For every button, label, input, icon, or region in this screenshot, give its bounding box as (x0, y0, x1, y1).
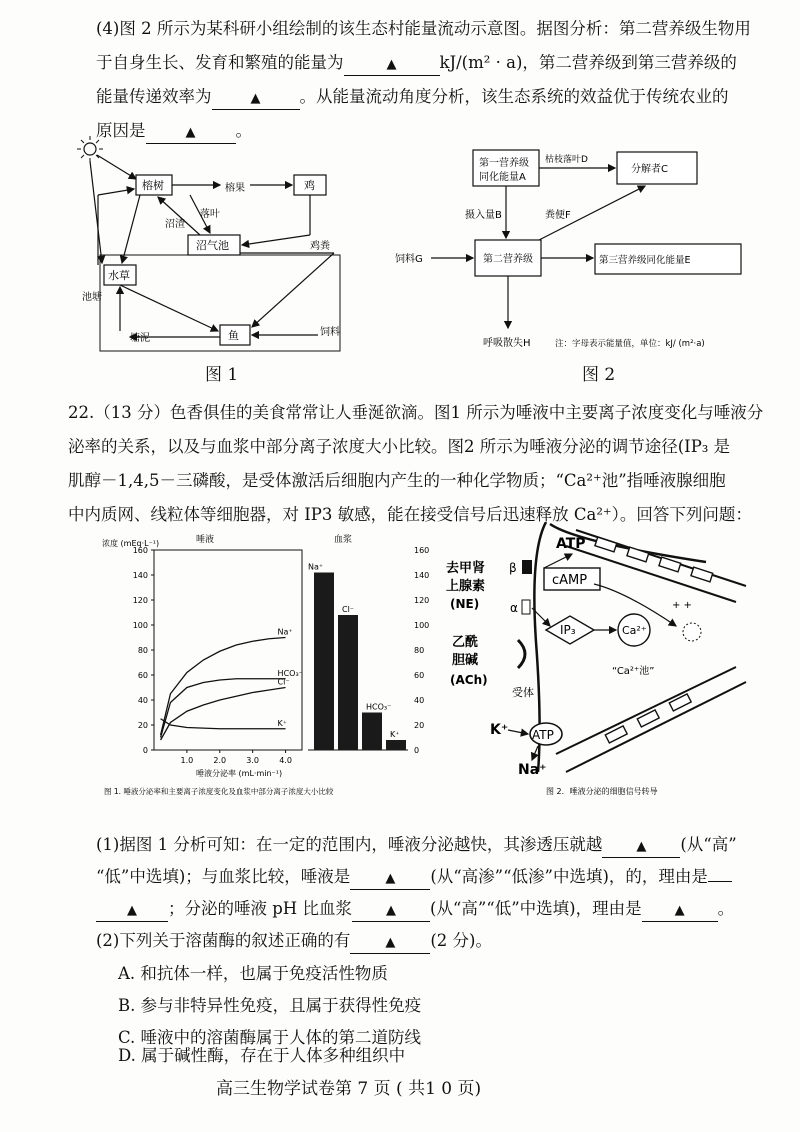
answer-blank[interactable]: ▲ (344, 53, 440, 76)
q1-line2-hint: (从“高渗”“低渗”中选填)，的，理由是 (430, 867, 708, 886)
q2-stem (96, 924, 492, 958)
plasma-y-tick-label: 120 (414, 596, 430, 605)
manure-label: 鸡粪 (310, 241, 330, 252)
q1-line2-text: “低”中选填)；与血浆比较，唾液是 (96, 867, 351, 886)
x-tick-label: 4.0 (279, 756, 292, 765)
plasma-y-tick-label: 20 (414, 721, 425, 730)
ach-label-1: 乙酰 (452, 635, 479, 650)
unit-note: 注：字母表示能量值，单位：kJ/ (m²·a) (555, 339, 705, 349)
decomposer-label: 分解者C (631, 164, 668, 175)
q22-line1: 22.（13 分）色香俱佳的美食常常让人垂涎欲滴。图1 所示为唾液中主要离子浓度变化与唾液分 (68, 403, 764, 422)
q22-line4: 中内质网、线粒体等细胞器，对 IP3 敏感，能在接受信号后迅速释放 Ca²⁺）。回答下列问题： (68, 505, 752, 524)
atp-bottom-label: ATP (532, 728, 554, 742)
plasma-bar-label: HCO₃⁻ (366, 702, 392, 712)
series-label: K⁺ (277, 718, 288, 728)
branch-label: 枯枝落叶D (545, 155, 588, 165)
plus-label: + + (672, 600, 692, 611)
series-label: Na⁺ (277, 627, 293, 637)
q22-line3: 肌醇－1,4,5－三磷酸，是受体激活后细胞内产生的一种化学物质；“Ca²⁺池”指唾液腺细胞 (68, 471, 726, 490)
grass-label: 水草 (108, 269, 130, 282)
y-tick-label: 120 (132, 596, 148, 605)
answer-blank[interactable]: ▲ (642, 899, 718, 922)
figure-2-caption: 图 2 (582, 365, 616, 385)
y-tick-label: 80 (137, 646, 148, 655)
chart-title: 唾液 (196, 535, 215, 545)
answer-blank[interactable] (708, 881, 732, 882)
option-a[interactable]: A. 和抗体一样，也属于免疫活性物质 (118, 964, 388, 983)
leaf-label: 落叶 (200, 209, 220, 220)
series-line-2 (161, 688, 286, 741)
q4-line2-text: 于自身生长、发育和繁殖的能量为 (96, 53, 344, 72)
answer-blank[interactable]: ▲ (352, 899, 430, 922)
x-axis-label: 唾液分泌率 (mL·min⁻¹) (196, 769, 283, 778)
q22-line2: 泌率的关系，以及与血浆中部分离子浓度大小比较。图2 所示为唾液分泌的调节途径(IP₃ 是 (68, 437, 731, 456)
q4-line3-rest: 。从能量流动角度分析，该生态系统的效益优于传统农业的 (299, 87, 729, 106)
plasma-y-tick-label: 160 (414, 546, 430, 555)
x-tick-label: 2.0 (213, 756, 227, 765)
ip3-label: IP₃ (560, 623, 576, 637)
na-label: Na⁺ (518, 762, 547, 778)
series-line-3 (161, 719, 286, 729)
level1-energy-label: 同化能量A (479, 172, 526, 183)
fish-label: 鱼 (228, 329, 239, 342)
pond-label: 池塘 (82, 292, 102, 303)
y-axis-label: 浓度 (mEq·L⁻¹) (102, 539, 160, 548)
chicken-label: 鸡 (304, 179, 315, 192)
level2-label: 第二营养级 (483, 254, 533, 265)
atp-top-label: ATP (556, 536, 586, 552)
plasma-bar (338, 615, 358, 750)
plasma-y-tick-label: 80 (414, 646, 425, 655)
mud-label: 塘泥 (130, 333, 150, 344)
answer-blank[interactable]: ▲ (350, 931, 430, 954)
beta-receptor (522, 560, 532, 574)
option-d[interactable]: D. 属于碱性酶，存在于人体多种组织中 (118, 1046, 406, 1065)
calcium-label: Ca²⁺ (622, 624, 647, 637)
y-tick-label: 100 (132, 621, 148, 630)
q4-line3-text: 能量传递效率为 (96, 87, 212, 106)
plasma-y-tick-label: 60 (414, 671, 425, 680)
chart-caption: 图 1. 唾液分泌率和主要离子浓度变化及血浆中部分离子浓度大小比较 (104, 787, 334, 796)
level1-label: 第一营养级 (479, 158, 529, 169)
level3-label: 第三营养级同化能量E (599, 255, 691, 266)
q4-line3 (96, 80, 729, 114)
figure-2-energy-flow-diagram (395, 140, 775, 360)
q1-line3 (96, 892, 734, 926)
q1-line1-text: (1)据图 1 分析可知：在一定的范围内，唾液分泌越快，其渗透压就越 (96, 835, 603, 854)
q1-line1 (96, 828, 737, 862)
q1-line3-end: 。 (717, 899, 735, 918)
plasma-bar-label: K⁺ (390, 730, 400, 739)
ne-label-2: 上腺素 (446, 579, 486, 594)
ach-label-3: (ACh) (450, 673, 488, 687)
q4-line2-unit: kJ/(m² · a)，第二营养级到第三营养级的 (439, 53, 737, 72)
plasma-y-tick-label: 140 (414, 571, 430, 580)
plasma-bar (362, 713, 382, 751)
answer-blank[interactable]: ▲ (602, 835, 680, 858)
biogas-label: 沼气池 (196, 239, 229, 252)
q4-line1: (4)图 2 所示为某科研小组绘制的该生态村能量流动示意图。据图分析：第二营养级生物用 (96, 19, 751, 38)
page-footer: 高三生物学试卷第 7 页 ( 共1 0 页) (216, 1079, 482, 1099)
plasma-y-tick-label: 40 (414, 696, 425, 705)
camp-label: cAMP (552, 573, 588, 588)
feed-g-label: 饲料G (395, 254, 423, 265)
x-tick-label: 1.0 (180, 756, 194, 765)
plasma-bar-label: Na⁺ (308, 562, 324, 572)
option-c[interactable]: C. 唾液中的溶菌酶属于人体的第二道防线 (118, 1028, 422, 1047)
q2-stem-text: (2)下列关于溶菌酶的叙述正确的有 (96, 931, 351, 950)
k-label: K⁺ (490, 722, 509, 738)
q1-line1-hint: (从“高” (680, 835, 737, 854)
plasma-bar-label: Cl⁻ (342, 605, 355, 614)
residue-label: 沼渣 (165, 219, 185, 230)
y-tick-label: 20 (137, 721, 148, 730)
q1-line3-text: ；分泌的唾液 pH 比血浆 (168, 899, 352, 918)
plasma-bar (314, 573, 334, 751)
series-line-0 (161, 638, 286, 736)
q1-line3-hint: (从“高”“低”中选填)，理由是 (429, 899, 642, 918)
intake-label: 摄入量B (465, 210, 502, 221)
cell-caption: 图 2．唾液分泌的细胞信号转导 (546, 787, 658, 796)
feed-label: 饲料 (320, 327, 340, 338)
banyan-label: 榕树 (142, 179, 164, 192)
q4-line4-text: 原因是 (96, 121, 146, 140)
y-tick-label: 60 (137, 671, 148, 680)
figure-1-ecosystem-diagram (70, 135, 360, 385)
y-tick-label: 140 (132, 571, 148, 580)
alpha-label: α (510, 601, 518, 615)
ach-label-2: 胆碱 (452, 653, 479, 668)
y-tick-label: 0 (142, 746, 148, 755)
q4-line2 (96, 46, 737, 80)
fruit-label: 榕果 (225, 183, 245, 194)
x-tick-label: 3.0 (246, 756, 260, 765)
answer-blank[interactable]: ▲ (350, 867, 430, 890)
sun-icon (77, 136, 103, 162)
vesicle (683, 623, 701, 641)
ne-label-1: 去甲肾 (446, 561, 486, 576)
series-label: HCO₃⁻ (277, 668, 303, 678)
q4-line4-end: 。 (235, 121, 252, 140)
plasma-y-tick-label: 0 (414, 746, 420, 755)
saliva-ion-chart (96, 532, 436, 807)
q2-points: (2 分)。 (430, 931, 492, 950)
plasma-y-tick-label: 100 (414, 621, 430, 630)
option-b[interactable]: B. 参与非特异性免疫，且属于获得性免疫 (118, 996, 422, 1015)
series-label: Cl⁻ (277, 677, 290, 687)
respiration-label: 呼吸散失H (483, 338, 531, 349)
cell-signal-diagram (446, 522, 776, 807)
answer-blank[interactable]: ▲ (96, 899, 168, 922)
y-tick-label: 40 (137, 696, 148, 705)
ne-label-3: (NE) (450, 597, 480, 611)
feces-label: 粪便F (545, 210, 571, 221)
receptor-label: 受体 (512, 686, 534, 699)
beta-label: β (509, 561, 517, 575)
plasma-bar (386, 740, 406, 750)
alpha-receptor (522, 600, 530, 614)
calcium-pool-label: “Ca²⁺池” (612, 666, 655, 677)
q1-line2 (96, 860, 732, 894)
figure-1-caption: 图 1 (205, 365, 239, 385)
answer-blank[interactable]: ▲ (212, 87, 300, 110)
y-tick-label: 160 (132, 546, 148, 555)
answer-blank[interactable]: ▲ (146, 121, 236, 144)
plasma-title: 血浆 (334, 535, 353, 545)
